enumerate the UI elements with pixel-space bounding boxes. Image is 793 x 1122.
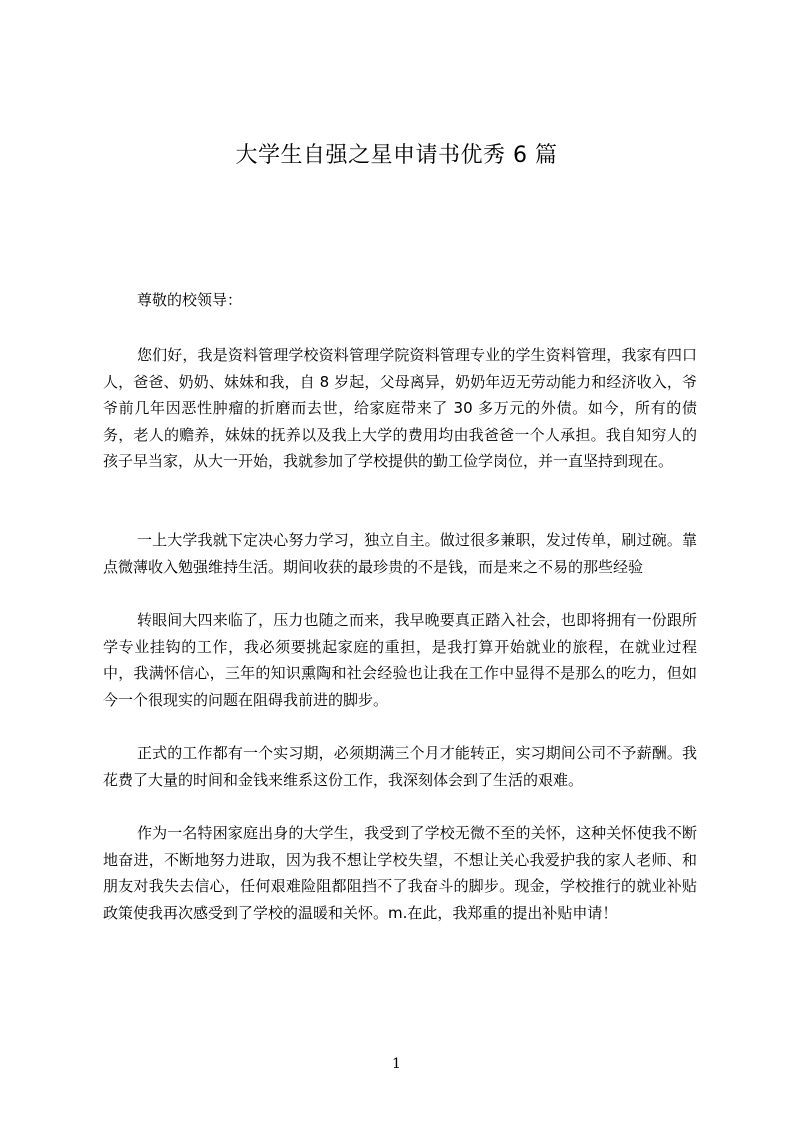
paragraph: 作为一名特困家庭出身的大学生，我受到了学校无微不至的关怀，这种关怀使我不断地奋进，不断地努力进取，因为我不想让学校失望，不想让关心我爱护我的家人老师、和朋友对我失去信心，任何艰难险阻都阻挡不了我奋斗的脚步。现金，学校推行的就业补贴政策使我再次感受到了学校的温暖和关怀。m.在此，我郑重的提出补贴申请！ (103, 824, 697, 922)
paragraph: 您们好，我是资料管理学校资料管理学院资料管理专业的学生资料管理，我家有四口人，爸爸、奶奶、妹妹和我，自 8 岁起，父母离异，奶奶年迈无劳动能力和经济收入，爷爷前几年因恶性肿瘤的折磨而去世，给家庭带来了 30 多万元的外债。如今，所有的债务，老人的赡养，妹妹的抚养以及我上大学的费用均由我爸爸一个人承担。我自知穷人的孩子早当家，从大一开始，我就参加了学校提供的勤工俭学岗位，并一直坚持到现在。 (103, 346, 697, 470)
paragraph: 正式的工作都有一个实习期，必须期满三个月才能转正，实习期间公司不予薪酬。我花费了大量的时间和金钱来维系这份工作，我深刻体会到了生活的艰难。 (103, 744, 697, 789)
greeting: 尊敬的校领导： (137, 291, 243, 309)
page-number: 1 (392, 1056, 401, 1072)
document-title: 大学生自强之星申请书优秀 6 篇 (235, 143, 558, 168)
paragraph: 一上大学我就下定决心努力学习，独立自主。做过很多兼职，发过传单，刷过碗。靠点微薄收入勉强维持生活。期间收获的最珍贵的不是钱，而是来之不易的那些经验 (103, 531, 697, 576)
paragraph: 转眼间大四来临了，压力也随之而来，我早晚要真正踏入社会，也即将拥有一份跟所学专业挂钩的工作，我必须要挑起家庭的重担，是我打算开始就业的旅程，在就业过程中，我满怀信心，三年的知识熏陶和社会经验也让我在工作中显得不是那么的吃力，但如今一个很现实的问题在阻碍我前进的脚步。 (103, 611, 697, 709)
